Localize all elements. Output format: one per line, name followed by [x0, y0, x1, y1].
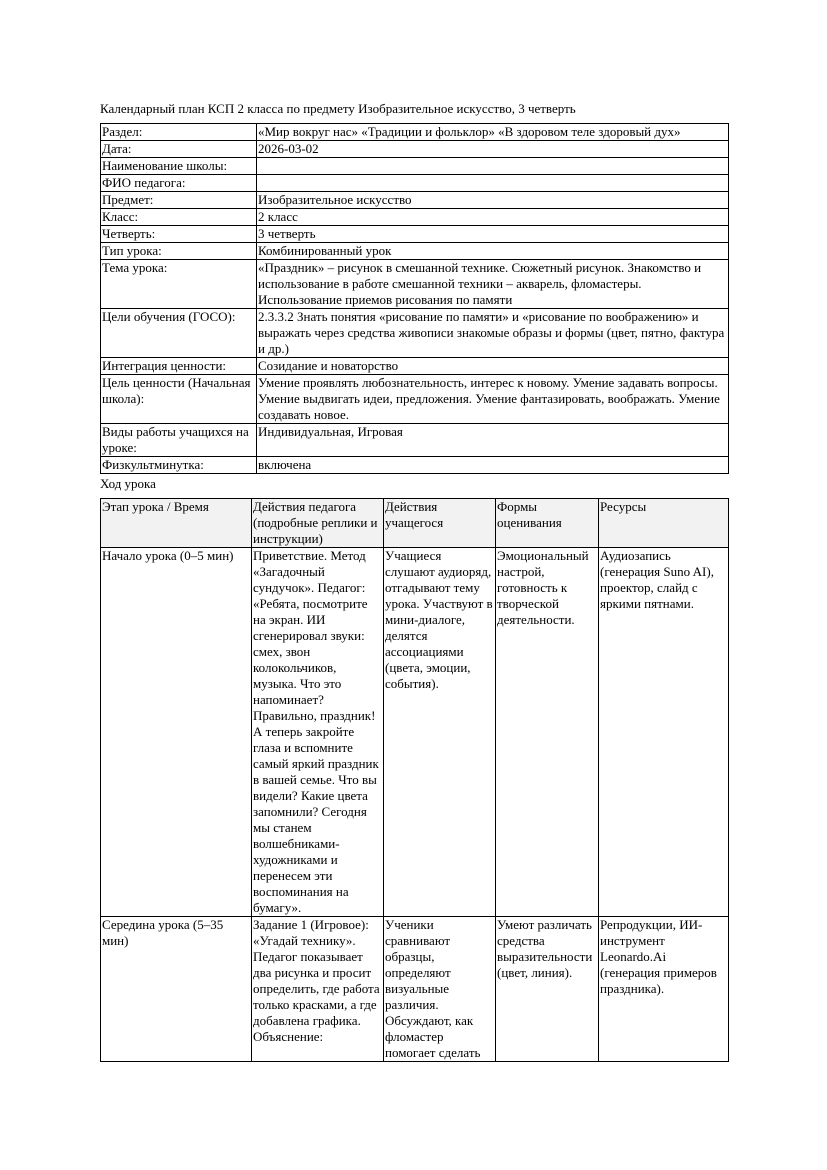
lesson-table-header: [101, 499, 729, 548]
info-row-topic: [101, 260, 729, 309]
header-assessment: Формы оценивания: [496, 499, 599, 548]
header-teacher-actions: Действия педагога (подробные реплики и инструкции): [252, 499, 384, 548]
info-value: Комбинированный урок: [257, 243, 729, 260]
info-key: Виды работы учащихся на уроке:: [101, 424, 257, 457]
stage-cell: Начало урока (0–5 мин): [101, 548, 252, 917]
resources-cell: Репродукции, ИИ-инструмент Leonardo.Ai (генерация примеров праздника).: [599, 917, 729, 1062]
info-value: 2.3.3.2 Знать понятия «рисование по памяти» и «рисование по воображению» и выражать через средства живописи знакомые образы и формы (цвет, пятно, фактура и др.): [257, 309, 729, 358]
info-key: Тема урока:: [101, 260, 257, 309]
info-value: Изобразительное искусство: [257, 192, 729, 209]
info-row-section: [101, 124, 729, 141]
info-key: ФИО педагога:: [101, 175, 257, 192]
table-row: [101, 917, 729, 1062]
info-value: Индивидуальная, Игровая: [257, 424, 729, 457]
info-value: 2 класс: [257, 209, 729, 226]
teacher-actions-cell: Приветствие. Метод «Загадочный сундучок». Педагог: «Ребята, посмотрите на экран. ИИ сгенерировал звуки: смех, звон колокольчиков, музыка. Что это напоминает? Правильно, праздник! А теперь закройте глаза и вспомните самый яркий праздник в вашей семье. Что вы видели? Какие цвета запомнили? Сегодня мы станем волшебниками-художниками и перенесем эти воспоминания на бумагу».: [252, 548, 384, 917]
info-value: «Праздник» – рисунок в смешанной технике. Сюжетный рисунок. Знакомство и использование в работе смешанной техники – акварель, фломастеры. Использование приемов рисования по памяти: [257, 260, 729, 309]
header-resources: Ресурсы: [599, 499, 729, 548]
info-value: 3 четверть: [257, 226, 729, 243]
info-value: 2026-03-02: [257, 141, 729, 158]
info-value: Умение проявлять любознательность, интерес к новому. Умение задавать вопросы. Умение выдвигать идеи, предложения. Умение фантазировать, воображать. Умение создавать новое.: [257, 375, 729, 424]
info-row-class: [101, 209, 729, 226]
header-stage: Этап урока / Время: [101, 499, 252, 548]
stage-cell: Середина урока (5–35 мин): [101, 917, 252, 1062]
info-key: Класс:: [101, 209, 257, 226]
table-row: [101, 548, 729, 917]
resources-cell: Аудиозапись (генерация Suno AI), проектор, слайд с яркими пятнами.: [599, 548, 729, 917]
info-row-value-integration: [101, 358, 729, 375]
info-row-school: [101, 158, 729, 175]
info-row-exercise: [101, 457, 729, 474]
student-actions-cell: Учащиеся слушают аудиоряд, отгадывают тему урока. Участвуют в мини-диалоге, делятся ассоциациями (цвета, эмоции, события).: [384, 548, 496, 917]
info-key: Наименование школы:: [101, 158, 257, 175]
info-row-date: [101, 141, 729, 158]
info-key: Физкультминутка:: [101, 457, 257, 474]
info-row-value-goal: [101, 375, 729, 424]
teacher-actions-cell: Задание 1 (Игровое): «Угадай технику». Педагог показывает два рисунка и просит определить, где работа только красками, а где добавлена графика. Объяснение:: [252, 917, 384, 1062]
info-value: «Мир вокруг нас» «Традиции и фольклор» «В здоровом теле здоровый дух»: [257, 124, 729, 141]
section-title-lesson-progress: Ход урока: [100, 476, 156, 491]
info-key: Четверть:: [101, 226, 257, 243]
info-value: [257, 175, 729, 192]
info-key: Тип урока:: [101, 243, 257, 260]
info-key: Раздел:: [101, 124, 257, 141]
assessment-cell: Эмоциональный настрой, готовность к творческой деятельности.: [496, 548, 599, 917]
info-key: Цели обучения (ГОСО):: [101, 309, 257, 358]
info-value: включена: [257, 457, 729, 474]
info-row-subject: [101, 192, 729, 209]
info-row-lesson-type: [101, 243, 729, 260]
document-title: Календарный план КСП 2 класса по предмету Изобразительное искусство, 3 четверть: [100, 101, 576, 116]
info-key: Дата:: [101, 141, 257, 158]
info-row-teacher: [101, 175, 729, 192]
lesson-info-table: [100, 123, 729, 474]
header-student-actions: Действия учащегося: [384, 499, 496, 548]
info-value: [257, 158, 729, 175]
lesson-progress-table: [100, 498, 729, 1062]
info-row-goals: [101, 309, 729, 358]
info-row-quarter: [101, 226, 729, 243]
document-page: [100, 100, 728, 1062]
info-row-work-types: [101, 424, 729, 457]
info-key: Цель ценности (Начальная школа):: [101, 375, 257, 424]
info-value: Созидание и новаторство: [257, 358, 729, 375]
assessment-cell: Умеют различать средства выразительности (цвет, линия).: [496, 917, 599, 1062]
info-key: Предмет:: [101, 192, 257, 209]
info-key: Интеграция ценности:: [101, 358, 257, 375]
student-actions-cell: Ученики сравнивают образцы, определяют визуальные различия. Обсуждают, как фломастер помогает сделать: [384, 917, 496, 1062]
